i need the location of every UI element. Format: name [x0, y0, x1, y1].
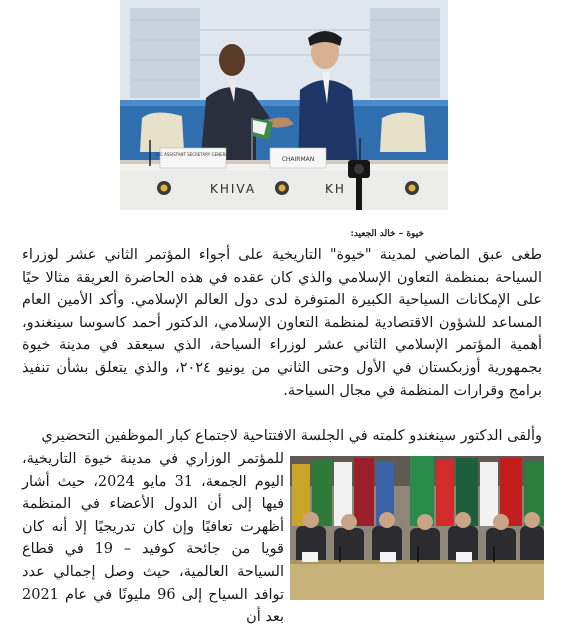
conference-handshake-photo	[120, 0, 448, 210]
article-paragraph-2-lead: وألقى الدكتور سينغندو كلمته في الجلسة الافتتاحية لاجتماع كبار الموظفين التحضيري	[41, 428, 542, 444]
placard-left-text: OIC ASSISTANT SECRETARY GENERAL	[155, 152, 231, 157]
photo-caption: خيوة – خالد الجعيد:	[350, 229, 424, 239]
article-paragraph-1: طغى عبق الماضي لمدينة "خيوة" التاريخية على أجواء المؤتمر الثاني عشر لوزراء السياحة بمنظمة التعاون الإسلامي والذي كان عقده في هذه الحاضرة العريقة مثالا حيًا على الإمكانات السياحية الكبيرة المتوفرة لدى دول العالم الإسلامي. وأكد الأمين العام المساعد للشؤون الاقتصادية لمنظمة التعاون الإسلامي، الدكتور أحمد كاسوسا سينغندو، أهمية المؤتمر الإسلامي الثاني عشر لوزراء السياحة، الذي سيعقد في مدينة خيوة بجمهورية أوزبكستان في الأول وحتى الثاني من يونيو ٢٠٢٤، والذي يتعلق بشأن تنفيذ برامج وقرارات المنظمة في مجال السياحة.	[22, 247, 542, 399]
article-paragraph-2-body: للمؤتمر الوزاري في مدينة خيوة التاريخية، اليوم الجمعة، 31 مايو 2024، حيث أشار فيها إلى أن الدول الأعضاء في المنظمة أظهرت تعافيًا وإن كان تدريجيًا إلا أنه كان قويا من جائحة كوفيد – 19 في قطاع السياحة العالمية، حيث وصل إجمالي عدد توافد السياح إلى 96 مليونًا في عام 2021 بعد أن	[22, 451, 285, 626]
delegates-meeting-photo	[290, 456, 544, 600]
venue-sign-text: KHIVA	[210, 182, 257, 196]
venue-sign-text-partial: KH	[325, 182, 346, 196]
placard-right-text: CHAIRMAN	[281, 156, 315, 163]
